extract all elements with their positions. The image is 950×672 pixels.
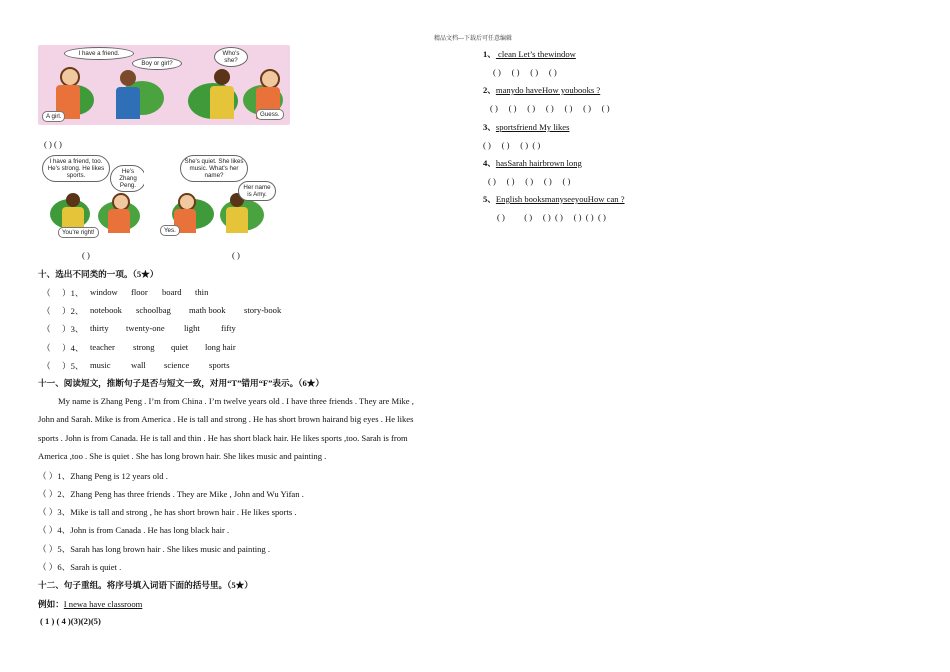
choice-paren: （	[42, 361, 51, 371]
speech-bubble: He's Zhang Peng.	[110, 165, 144, 192]
boy-figure	[66, 193, 80, 207]
speech-tag: Yes.	[160, 225, 180, 236]
girl-body	[108, 209, 130, 233]
speech-bubble: Boy or girl?	[132, 57, 182, 70]
choice-word: long hair	[205, 342, 236, 352]
passage-line: America ,too . She is quiet . She has long brown hair. She likes music and painting .	[38, 451, 327, 461]
reorder-label: 2、	[483, 85, 496, 95]
choice-word: schoolbag	[136, 305, 171, 315]
choice-word: board	[162, 287, 182, 297]
picture-answer-row: ( ) ( )	[44, 139, 62, 149]
reorder-item-1	[483, 48, 576, 60]
boy-figure	[120, 70, 136, 86]
reorder-text: manydo haveHow youbooks ?	[495, 85, 601, 95]
boy-body	[210, 86, 234, 119]
choice-paren: （	[42, 306, 51, 316]
reorder-text: sportsfriend My likes	[495, 122, 570, 132]
tf-item: （ ）5、Sarah has long brown hair . She likes music and painting .	[38, 544, 270, 554]
reorder-text: hasSarah hairbrown long	[495, 158, 582, 168]
speech-bubble: I have a friend.	[64, 47, 134, 60]
choice-number: ）1、	[62, 288, 84, 298]
picture-3	[158, 155, 276, 239]
choice-word: quiet	[171, 342, 189, 352]
choice-number: ）4、	[62, 343, 84, 353]
reorder-item-4	[483, 157, 582, 169]
girl-figure	[260, 69, 280, 89]
choice-word: music	[90, 360, 111, 370]
choice-word: thin	[195, 287, 209, 297]
section-10-title: 十、选出不同类的一项。（5★）	[38, 269, 159, 279]
choice-word: thirty	[90, 323, 109, 333]
boy-body	[116, 87, 140, 119]
choice-word: window	[90, 287, 118, 297]
speech-bubble: Who's she?	[214, 47, 248, 67]
boy-body	[226, 207, 248, 233]
picture-answer: ( )	[82, 250, 90, 260]
page-header: 精品文档---下载后可任意编辑	[434, 36, 512, 42]
section-12-title: 十二、句子重组。将序号填入词语下面的括号里。（5★）	[38, 580, 253, 590]
choice-word: notebook	[90, 305, 122, 315]
tf-item: （ ）6、Sarah is quiet .	[38, 562, 122, 572]
reorder-label: 4、	[483, 158, 496, 168]
example-label: 例如：	[38, 599, 64, 609]
tf-item: （ ）2、Zhang Peng has three friends . They are Mike , John and Wu Yifan .	[38, 489, 304, 499]
choice-word: twenty-one	[126, 323, 165, 333]
choice-word: sports	[209, 360, 230, 370]
speech-bubble: She's quiet. She likes music. What's her name?	[180, 155, 248, 182]
speech-bubble: I have a friend, too. He's strong. He likes sports.	[42, 155, 110, 182]
choice-word: teacher	[90, 342, 115, 352]
choice-paren: （	[42, 324, 51, 334]
reorder-item-2	[483, 84, 600, 96]
choice-number: ）5、	[62, 361, 84, 371]
speech-tag: You're right!	[58, 227, 99, 238]
tf-item: （ ）4、John is from Canada . He has long black hair .	[38, 525, 230, 535]
choice-word: floor	[131, 287, 148, 297]
picture-1	[38, 45, 290, 125]
choice-paren: （	[42, 288, 51, 298]
reorder-answers: ( ) ( ) ( ) ( )	[483, 140, 541, 150]
choice-number: ）3、	[62, 324, 84, 334]
passage-line: sports . John is from Canada. He is tall and thin . He has short black hair. He likes sports ,too. Sarah is from	[38, 433, 408, 443]
choice-word: light	[184, 323, 200, 333]
picture-2	[40, 155, 144, 239]
tf-item: （ ）3、Mike is tall and strong , he has short brown hair . He likes sports .	[38, 507, 297, 517]
boy-figure	[214, 69, 230, 85]
choice-word: wall	[131, 360, 146, 370]
picture-answer: ( )	[232, 250, 240, 260]
example-answer: ( 1 ) ( 4 )(3)(2)(5)	[40, 616, 101, 626]
reorder-answers: ( ) ( ) ( ) ( ) ( ) ( ) ( )	[497, 212, 606, 222]
tf-item: （ ）1、Zhang Peng is 12 years old .	[38, 471, 168, 481]
section-11-title: 十一、阅读短文，推断句子是否与短文一致，对用“T”错用“F”表示。（6★）	[38, 378, 324, 388]
reorder-label: 3、	[483, 122, 496, 132]
speech-tag: A girl.	[42, 111, 65, 122]
reorder-answers: ( ) ( ) ( ) ( ) ( )	[488, 176, 571, 186]
reorder-text: English booksmanyseeyouHow can ?	[495, 194, 625, 204]
reorder-label: 1、	[483, 49, 496, 59]
choice-word: science	[164, 360, 190, 370]
speech-bubble: Her name is Amy.	[238, 181, 276, 201]
example-row	[38, 598, 142, 610]
reorder-text: clean Let’s thewindow	[495, 49, 576, 59]
passage-line: John and Sarah. Mike is from America . He is tall and strong . He has short brown hairand big eyes . He likes	[38, 414, 414, 424]
reorder-label: 5、	[483, 194, 496, 204]
choice-word: strong	[133, 342, 155, 352]
passage-line: My name is Zhang Peng . I’m from China . I’m twelve years old . I have three friends . They are Mike ,	[58, 396, 414, 406]
reorder-item-3	[483, 121, 569, 133]
reorder-answers: ( ) ( ) ( ) ( ) ( ) ( ) ( )	[490, 103, 610, 113]
reorder-answers: ( ) ( ) ( ) ( )	[493, 67, 557, 77]
choice-word: fifty	[221, 323, 236, 333]
reorder-item-5	[483, 193, 625, 205]
example-text: I newa have classroom	[63, 599, 143, 609]
choice-word: story-book	[244, 305, 282, 315]
speech-tag: Guess.	[256, 109, 284, 120]
choice-number: ）2、	[62, 306, 84, 316]
choice-word: math book	[189, 305, 226, 315]
girl-figure	[60, 67, 80, 87]
choice-paren: （	[42, 343, 51, 353]
